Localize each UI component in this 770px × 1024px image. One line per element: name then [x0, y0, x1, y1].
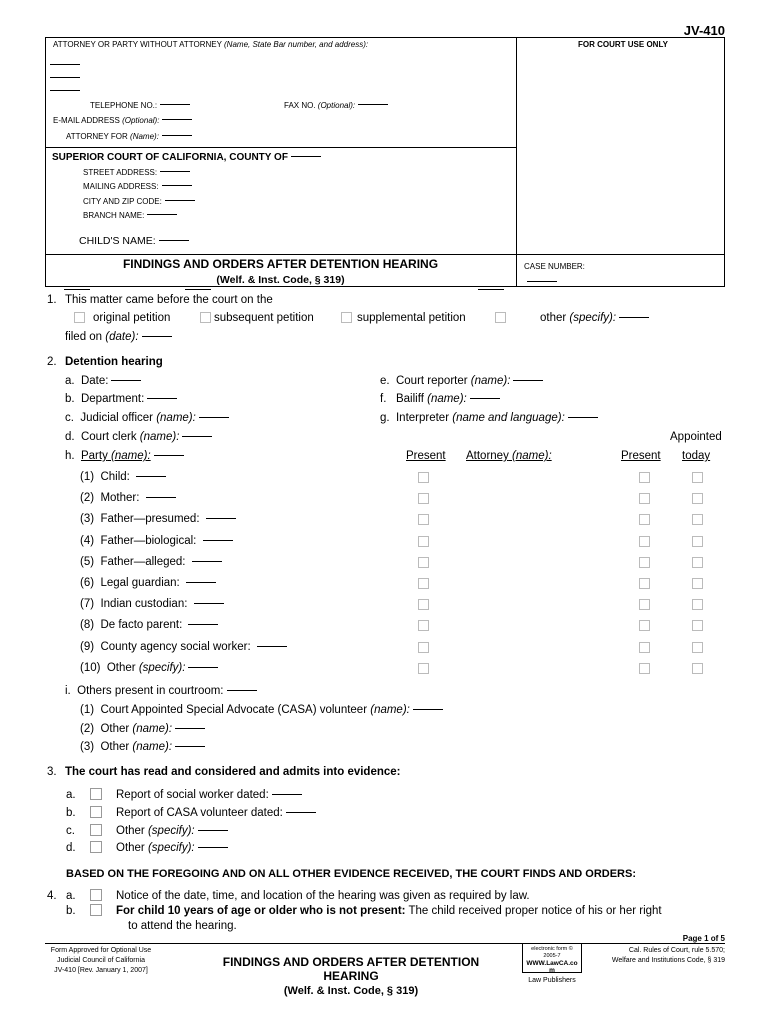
party-present-checkbox[interactable]	[418, 642, 429, 653]
badge-line-2: 2005-7	[543, 953, 561, 959]
child-notice-text-2: to attend the hearing.	[128, 920, 237, 932]
evidence-a-key: a.	[66, 789, 76, 801]
attorney-header: Attorney (name):	[466, 450, 552, 462]
party-name-line[interactable]	[136, 476, 166, 477]
footer-right	[612, 946, 725, 966]
evidence-casa-field[interactable]: Report of CASA volunteer dated:	[116, 807, 316, 819]
party-row-number: (2)	[80, 492, 95, 504]
party-row-label: Child:	[100, 471, 130, 483]
party-header: h. Party (name):	[65, 450, 184, 462]
party-name-line[interactable]	[188, 624, 218, 625]
party-present-checkbox[interactable]	[418, 620, 429, 631]
party-present-checkbox[interactable]	[418, 514, 429, 525]
evidence-b-key: b.	[66, 807, 76, 819]
party-present-checkbox[interactable]	[418, 578, 429, 589]
party-row[interactable]	[80, 662, 218, 674]
others-present-field[interactable]: i. Others present in courtroom:	[65, 685, 257, 697]
party-row-label: Legal guardian:	[100, 577, 180, 589]
subsequent-petition-checkbox[interactable]	[200, 312, 211, 323]
item-4-number: 4.	[47, 890, 57, 902]
attorney-appointed-checkbox[interactable]	[692, 472, 703, 483]
attorney-appointed-checkbox[interactable]	[692, 536, 703, 547]
item-2-title: Detention hearing	[65, 356, 163, 368]
attorney-present-checkbox[interactable]	[639, 472, 650, 483]
attorney-present-checkbox[interactable]	[639, 620, 650, 631]
party-row[interactable]	[80, 619, 218, 631]
attorney-appointed-checkbox[interactable]	[692, 642, 703, 653]
court-clerk-field[interactable]: d. Court clerk (name):	[65, 431, 212, 443]
badge-line-3: WWW.LawCA.co	[526, 960, 578, 967]
footer-title-1: FINDINGS AND ORDERS AFTER DETENTION	[222, 955, 480, 969]
attorney-for-field[interactable]: ATTORNEY FOR (Name):	[66, 132, 192, 141]
caption-rule-2	[45, 254, 725, 255]
footer-title	[210, 955, 492, 998]
footer-rule	[45, 943, 725, 944]
child-notice-checkbox[interactable]	[90, 904, 102, 916]
supplemental-petition-label: supplemental petition	[357, 312, 466, 324]
original-petition-checkbox[interactable]	[74, 312, 85, 323]
publisher-badge[interactable]	[522, 943, 582, 973]
case-number-field[interactable]	[527, 281, 557, 282]
footer-left-3: JV-410 [Rev. January 1, 2007]	[54, 967, 148, 974]
attorney-present-checkbox[interactable]	[639, 514, 650, 525]
party-row-number: (5)	[80, 556, 95, 568]
appointed-today-header: today	[682, 450, 711, 462]
footer-right-1: Cal. Rules of Court, rule 5.570;	[628, 947, 725, 954]
item-4b-key: b.	[66, 905, 76, 917]
form-id: JV-410	[683, 23, 725, 38]
attorney-appointed-checkbox[interactable]	[692, 493, 703, 504]
party-row-label: County agency social worker:	[100, 641, 251, 653]
court-use-label: FOR COURT USE ONLY	[578, 40, 668, 49]
party-row-number: (4)	[80, 535, 95, 547]
evidence-c-key: c.	[66, 825, 75, 837]
party-row-label: Father—biological:	[100, 535, 197, 547]
form-title: FINDINGS AND ORDERS AFTER DETENTION HEARING	[122, 257, 439, 271]
evidence-d-key: d.	[66, 842, 76, 854]
case-number-label: CASE NUMBER:	[524, 262, 585, 271]
department-field[interactable]: b. Department:	[65, 393, 177, 405]
caption-divider	[516, 37, 517, 287]
party-present-checkbox[interactable]	[418, 493, 429, 504]
party-row-number: (3)	[80, 513, 95, 525]
footer-title-2: HEARING	[323, 969, 379, 983]
other-petition-checkbox[interactable]	[495, 312, 506, 323]
other-petition-field[interactable]: other (specify):	[540, 312, 649, 324]
court-reporter-field[interactable]: e. Court reporter (name):	[380, 375, 543, 387]
caption-rule-1	[45, 147, 516, 148]
mailing-address-field[interactable]: MAILING ADDRESS:	[83, 182, 192, 191]
footer-left-2: Judicial Council of California	[57, 957, 145, 964]
party-present-checkbox[interactable]	[418, 536, 429, 547]
party-present-checkbox[interactable]	[418, 599, 429, 610]
party-name-line[interactable]	[188, 667, 218, 668]
subsequent-petition-label: subsequent petition	[214, 312, 314, 324]
child-notice-text: For child 10 years of age or older who is not present: The child received proper notice of his or her right	[116, 905, 662, 917]
present-header: Present	[406, 450, 446, 462]
bailiff-field[interactable]: f. Bailiff (name):	[380, 393, 500, 405]
attorney-present-checkbox[interactable]	[639, 663, 650, 674]
party-row-label: Mother:	[100, 492, 140, 504]
party-present-checkbox[interactable]	[418, 663, 429, 674]
party-row-number: (7)	[80, 598, 95, 610]
item-3-title: The court has read and considered and admits into evidence:	[65, 766, 401, 778]
party-name-line[interactable]	[146, 497, 176, 498]
form-subtitle: (Welf. & Inst. Code, § 319)	[216, 274, 345, 286]
item-1-text: This matter came before the court on the	[65, 294, 273, 306]
party-row[interactable]	[80, 513, 236, 525]
footer-left	[45, 946, 157, 976]
fax-field[interactable]: FAX NO. (Optional):	[284, 101, 388, 110]
party-row-number: (8)	[80, 619, 95, 631]
party-row-number: (9)	[80, 641, 95, 653]
party-row[interactable]	[80, 641, 287, 653]
party-name-line[interactable]	[186, 582, 216, 583]
email-field[interactable]: E-MAIL ADDRESS (Optional):	[53, 116, 192, 125]
court-county-field[interactable]: SUPERIOR COURT OF CALIFORNIA, COUNTY OF	[52, 152, 321, 163]
original-petition-label: original petition	[93, 312, 171, 324]
attorney-line-1[interactable]	[50, 64, 80, 65]
attorney-appointed-checkbox[interactable]	[692, 557, 703, 568]
party-row-label: Indian custodian:	[100, 598, 188, 610]
city-zip-field[interactable]: CITY AND ZIP CODE:	[83, 197, 195, 206]
appointed-header: Appointed	[670, 431, 722, 443]
party-row-label: Father—presumed:	[100, 513, 200, 525]
page-number: Page 1 of 5	[682, 934, 725, 943]
party-row[interactable]	[80, 556, 222, 568]
evidence-other-field-1[interactable]: Other (specify):	[116, 825, 228, 837]
attorney-present-checkbox[interactable]	[639, 599, 650, 610]
caption-tab-1	[64, 289, 90, 290]
item-1-number: 1.	[47, 294, 57, 306]
evidence-casa-checkbox[interactable]	[90, 806, 102, 818]
badge-line-1: electronic form ©	[531, 946, 573, 952]
hearing-date-field[interactable]: a. Date:	[65, 375, 141, 387]
party-present-checkbox[interactable]	[418, 472, 429, 483]
attorney-present-header: Present	[621, 450, 661, 462]
party-row-number: (6)	[80, 577, 95, 589]
attorney-present-checkbox[interactable]	[639, 493, 650, 504]
attorney-label: ATTORNEY OR PARTY WITHOUT ATTORNEY (Name, State Bar number, and address):	[53, 40, 369, 49]
party-row[interactable]	[80, 492, 176, 504]
caption-tab-3	[478, 289, 504, 290]
interpreter-field[interactable]: g. Interpreter (name and language):	[380, 412, 598, 424]
other-present-field-1[interactable]: (2) Other (name):	[80, 723, 205, 735]
footer-right-2: Welfare and Institutions Code, § 319	[611, 957, 725, 964]
supplemental-petition-checkbox[interactable]	[341, 312, 352, 323]
attorney-present-checkbox[interactable]	[639, 557, 650, 568]
branch-name-field[interactable]: BRANCH NAME:	[83, 211, 177, 220]
party-row[interactable]	[80, 535, 233, 547]
evidence-other-checkbox-1[interactable]	[90, 824, 102, 836]
other-present-field-2[interactable]: (3) Other (name):	[80, 741, 205, 753]
attorney-present-checkbox[interactable]	[639, 642, 650, 653]
footer-left-1: Form Approved for Optional Use	[50, 947, 152, 954]
telephone-field[interactable]: TELEPHONE NO.:	[90, 101, 190, 110]
item-2-number: 2.	[47, 356, 57, 368]
party-row-label: De facto parent:	[100, 619, 183, 631]
law-publishers: Law Publishers	[528, 977, 576, 984]
evidence-other-checkbox-2[interactable]	[90, 841, 102, 853]
attorney-appointed-checkbox[interactable]	[692, 514, 703, 525]
caption-tab-2	[185, 289, 211, 290]
attorney-appointed-checkbox[interactable]	[692, 578, 703, 589]
badge-line-4: m	[549, 967, 555, 973]
notice-given-text: Notice of the date, time, and location of the hearing was given as required by law.	[116, 890, 530, 902]
party-name-line[interactable]	[194, 603, 224, 604]
item-4a-key: a.	[66, 890, 76, 902]
party-name-line[interactable]	[206, 518, 236, 519]
attorney-appointed-checkbox[interactable]	[692, 663, 703, 674]
filed-on-field[interactable]: filed on (date):	[65, 331, 172, 343]
footer-cite: (Welf. & Inst. Code, § 319)	[283, 985, 419, 997]
evidence-social-worker-checkbox[interactable]	[90, 788, 102, 800]
party-row[interactable]	[80, 577, 216, 589]
item-3-number: 3.	[47, 766, 57, 778]
attorney-present-checkbox[interactable]	[639, 578, 650, 589]
party-present-checkbox[interactable]	[418, 557, 429, 568]
party-row[interactable]	[80, 598, 224, 610]
attorney-appointed-checkbox[interactable]	[692, 620, 703, 631]
judicial-officer-field[interactable]: c. Judicial officer (name):	[65, 412, 229, 424]
attorney-appointed-checkbox[interactable]	[692, 599, 703, 610]
attorney-line-2[interactable]	[50, 77, 80, 78]
evidence-social-worker-field[interactable]: Report of social worker dated:	[116, 789, 302, 801]
party-name-line[interactable]	[192, 561, 222, 562]
party-row-number: (10)	[80, 662, 101, 674]
casa-volunteer-field[interactable]: (1) Court Appointed Special Advocate (CASA) volunteer (name):	[80, 704, 443, 716]
evidence-other-field-2[interactable]: Other (specify):	[116, 842, 228, 854]
party-name-line[interactable]	[257, 646, 287, 647]
notice-given-checkbox[interactable]	[90, 889, 102, 901]
party-row-label: Other	[106, 662, 136, 674]
street-address-field[interactable]: STREET ADDRESS:	[83, 168, 190, 177]
attorney-present-checkbox[interactable]	[639, 536, 650, 547]
findings-banner: BASED ON THE FOREGOING AND ON ALL OTHER EVIDENCE RECEIVED, THE COURT FINDS AND ORDERS:	[66, 868, 636, 880]
child-name-field[interactable]: CHILD'S NAME:	[79, 235, 189, 247]
party-row-hint: (specify):	[138, 662, 186, 674]
party-row-label: Father—alleged:	[100, 556, 186, 568]
party-row-number: (1)	[80, 471, 95, 483]
party-row[interactable]	[80, 471, 166, 483]
party-name-line[interactable]	[203, 540, 233, 541]
attorney-line-3[interactable]	[50, 90, 80, 91]
